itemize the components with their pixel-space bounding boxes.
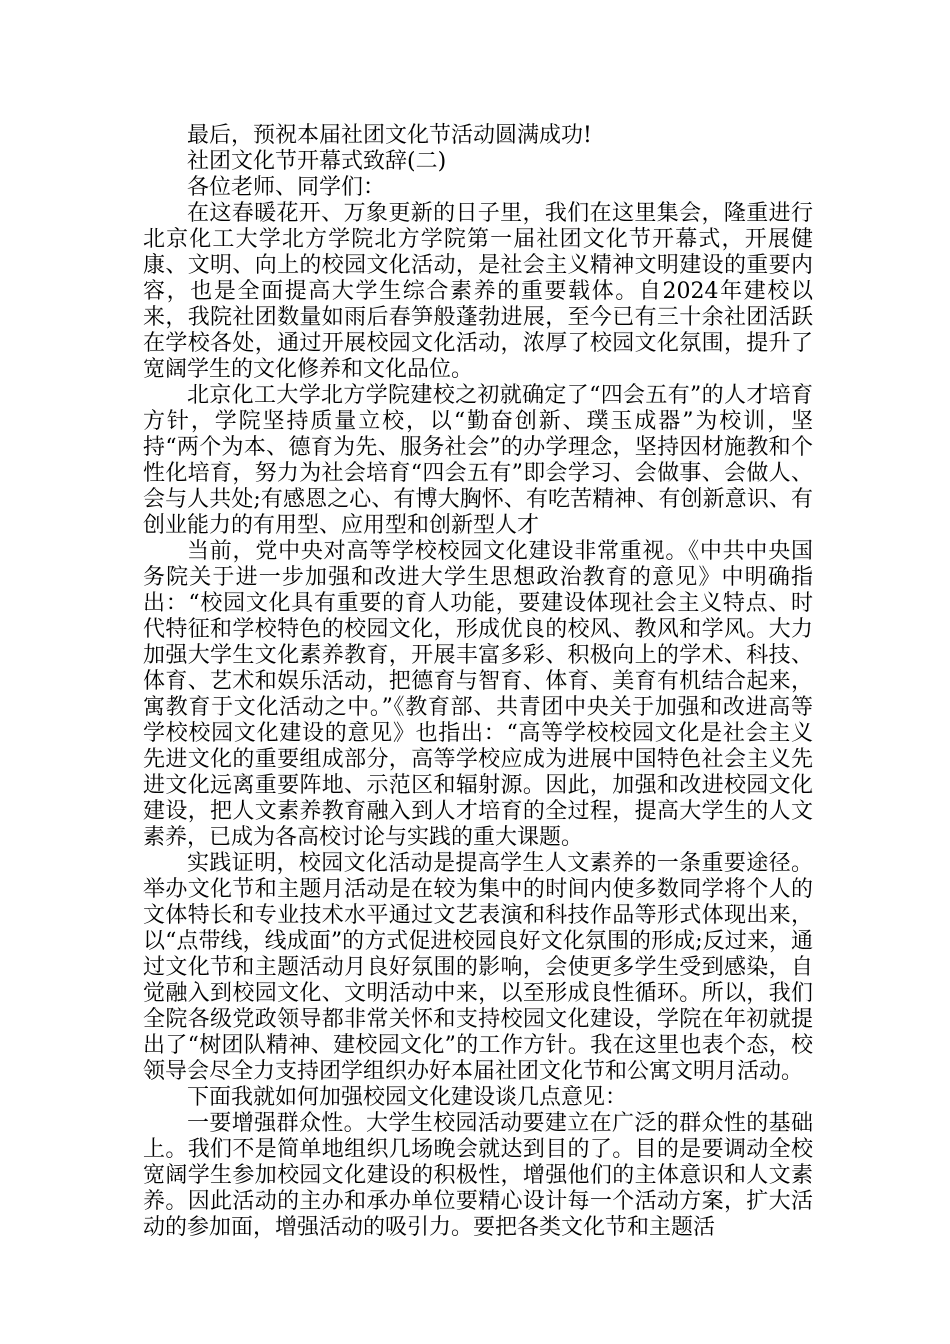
paragraph: 一要增强群众性。大学生校园活动要建立在广泛的群众性的基础上。我们不是简单地组织几场晚会就达到目的了。目的是要调动全校宽阔学生参加校园文化建设的积极性，增强他们的主体意识和人文素养。因此活动的主办和承办单位要精心设计每一个活动方案，扩大活动的参加面，增强活动的吸引力。要把各类文化节和主题活 xyxy=(143,1111,813,1240)
paragraph: 实践证明，校园文化活动是提高学生人文素养的一条重要途径。举办文化节和主题月活动是在较为集中的时间内使多数同学将个人的文体特长和专业技术水平通过文艺表演和科技作品等形式体现出来，以“点带线，线成面”的方式促进校园良好文化氛围的形成;反过来，通过文化节和主题活动月良好氛围的影响，会使更多学生受到感染，自觉融入到校园文化、文明活动中来，以至形成良性循环。所以，我们全院各级党政领导都非常关怀和支持校园文化建设，学院在年初就提出了“树团队精神、建校园文化”的工作方针。我在这里也表个态，校领导会尽全力支持团学组织办好本届社团文化节和公寓文明月活动。 xyxy=(143,851,813,1084)
paragraph: 当前，党中央对高等学校校园文化建设非常重视。《中共中央国务院关于进一步加强和改进大学生思想政治教育的意见》中明确指出：“校园文化具有重要的育人功能，要建设体现社会主义特点、时代特征和学校特色的校园文化，形成优良的校风、教风和学风。大力加强大学生文化素养教育，开展丰富多彩、积极向上的学术、科技、体育、艺术和娱乐活动，把德育与智育、体育、美育有机结合起来，寓教育于文化活动之中。”《教育部、共青团中央关于加强和改进高等学校校园文化建设的意见》也指出：“高等学校校园文化是社会主义先进文化的重要组成部分，高等学校应成为进展中国特色社会主义先进文化远离重要阵地、示范区和辐射源。因此，加强和改进校园文化建设，把人文素养教育融入到人才培育的全过程，提高大学生的人文素养，已成为各高校讨论与实践的重大课题。 xyxy=(143,539,813,850)
paragraph: 在这春暖花开、万象更新的日子里，我们在这里集会，隆重进行北京化工大学北方学院北方学院第一届社团文化节开幕式，开展健康、文明、向上的校园文化活动，是社会主义精神文明建设的重要内容，也是全面提高大学生综合素养的重要载体。自2024年建校以来，我院社团数量如雨后春笋般蓬勃进展，至今已有三十余社团活跃在学校各处，通过开展校园文化活动，浓厚了校园文化氛围，提升了宽阔学生的文化修养和文化品位。 xyxy=(143,201,813,382)
speech-title: 社团文化节开幕式致辞(二) xyxy=(187,149,447,174)
closing-paragraph: 最后，预祝本届社团文化节活动圆满成功! xyxy=(187,123,592,148)
paragraph: 北京化工大学北方学院建校之初就确定了“四会五有”的人才培育方针，学院坚持质量立校，以“勤奋创新、璞玉成器”为校训，坚持“两个为本、德育为先、服务社会”的办学理念，坚持因材施教和个性化培育，努力为社会培育“四会五有”即会学习、会做事、会做人、会与人共处;有感恩之心、有博大胸怀、有吃苦精神、有创新意识、有创业能力的有用型、应用型和创新型人才 xyxy=(143,383,813,538)
paragraph: 下面我就如何加强校园文化建设谈几点意见： xyxy=(187,1085,628,1110)
document-body xyxy=(143,123,813,1241)
salutation: 各位老师、同学们： xyxy=(187,175,386,200)
